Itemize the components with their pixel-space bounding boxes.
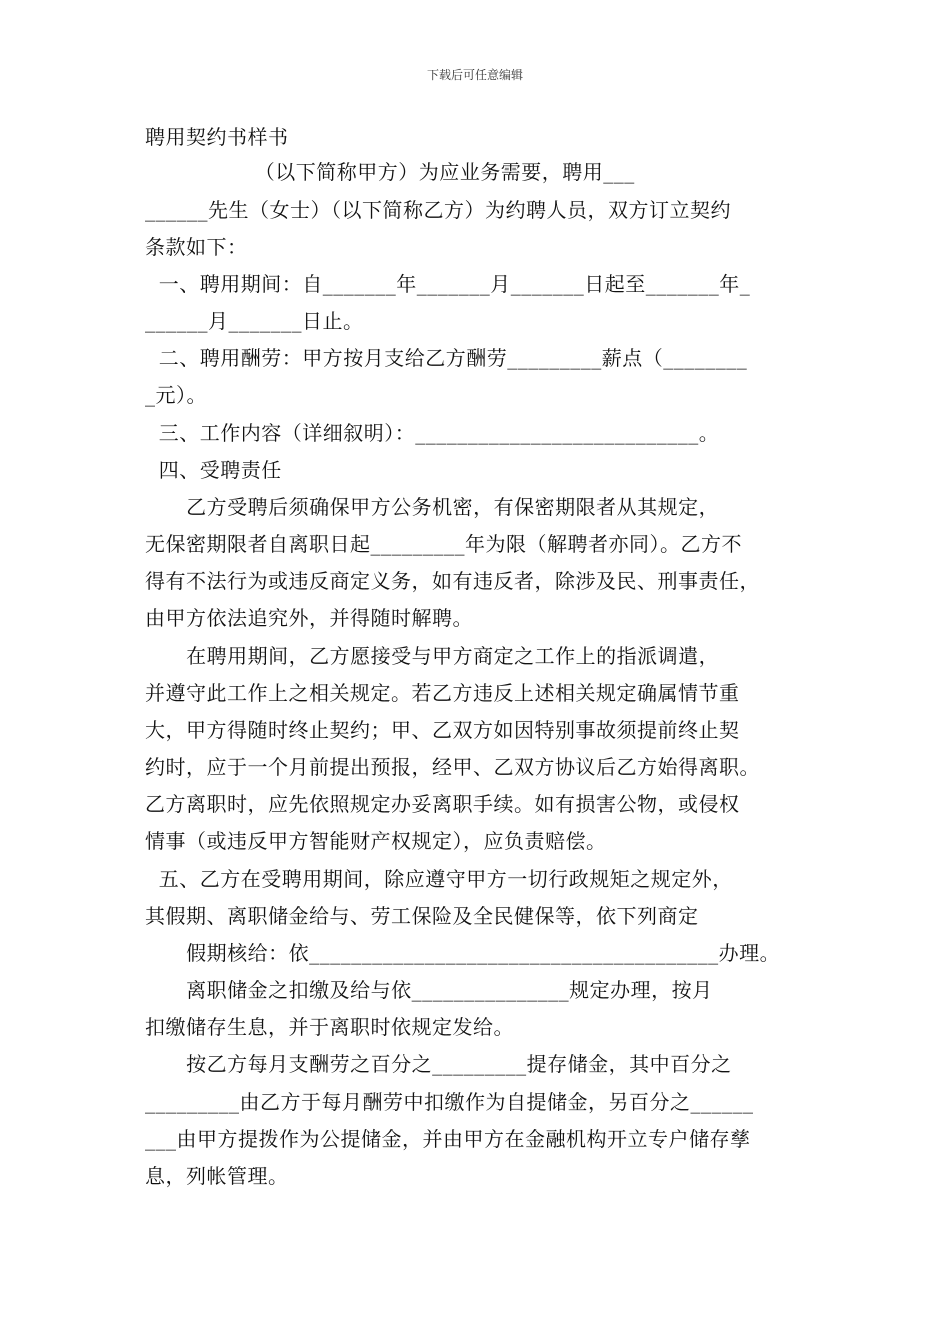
text-line: 条款如下： bbox=[145, 235, 248, 259]
text-line: 由甲方依法追究外，并得随时解聘。 bbox=[145, 606, 473, 630]
document-title: 聘用契约书样书 bbox=[145, 125, 289, 149]
text-line: ______先生（女士）（以下简称乙方）为约聘人员，双方订立契约 bbox=[145, 198, 731, 222]
text-line: 并遵守此工作上之相关规定。若乙方违反上述相关规定确属情节重 bbox=[145, 681, 740, 705]
text-line: 息，列帐管理。 bbox=[145, 1164, 289, 1188]
text-line: 大，甲方得随时终止契约；甲、乙双方如因特别事故须提前终止契 bbox=[145, 718, 740, 742]
text-line: 按乙方每月支酬劳之百分之_________提存储金，其中百分之 bbox=[145, 1052, 732, 1076]
text-line: 离职储金之扣缴及给与依_______________规定办理，按月 bbox=[145, 978, 713, 1002]
text-line: 二、聘用酬劳：甲方按月支给乙方酬劳_________薪点（________ bbox=[145, 346, 748, 370]
text-line: 其假期、离职储金给与、劳工保险及全民健保等，依下列商定 bbox=[145, 904, 699, 928]
text-line: 约时，应于一个月前提出预报，经甲、乙双方协议后乙方始得离职。 bbox=[145, 755, 760, 779]
text-line: 在聘用期间，乙方愿接受与甲方商定之工作上的指派调遣， bbox=[145, 644, 720, 668]
page-header-note: 下载后可任意编辑 bbox=[426, 68, 523, 82]
text-line: 一、聘用期间：自_______年_______月_______日起至_______年_ bbox=[145, 272, 751, 296]
text-line: 情事（或违反甲方智能财产权规定），应负责赔偿。 bbox=[145, 829, 607, 853]
text-line: ___由甲方提拨作为公提储金，并由甲方在金融机构开立专户储存孳 bbox=[145, 1127, 751, 1151]
text-line: 乙方受聘后须确保甲方公务机密，有保密期限者从其规定， bbox=[145, 495, 720, 519]
text-line: 五、乙方在受聘用期间，除应遵守甲方一切行政规矩之规定外， bbox=[145, 867, 733, 891]
text-line: 四、受聘责任 bbox=[145, 458, 282, 482]
text-line: （以下简称甲方）为应业务需要，聘用___ bbox=[145, 160, 635, 184]
text-line: _元）。 bbox=[145, 383, 207, 407]
text-line: 得有不法行为或违反商定义务，如有违反者，除涉及民、刑事责任， bbox=[145, 569, 760, 593]
text-line: ______月_______日止。 bbox=[145, 309, 364, 333]
text-line: 假期核给：依_______________________________________办理。 bbox=[145, 941, 781, 965]
text-line: 三、工作内容（详细叙明）：___________________________。 bbox=[145, 421, 720, 445]
text-line: 乙方离职时，应先依照规定办妥离职手续。如有损害公物，或侵权 bbox=[145, 792, 740, 816]
text-line: _________由乙方于每月酬劳中扣缴作为自提储金，另百分之______ bbox=[145, 1090, 754, 1114]
text-line: 扣缴储存生息，并于离职时依规定发给。 bbox=[145, 1015, 514, 1039]
text-line: 无保密期限者自离职日起_________年为限（解聘者亦同）。乙方不 bbox=[145, 532, 742, 556]
